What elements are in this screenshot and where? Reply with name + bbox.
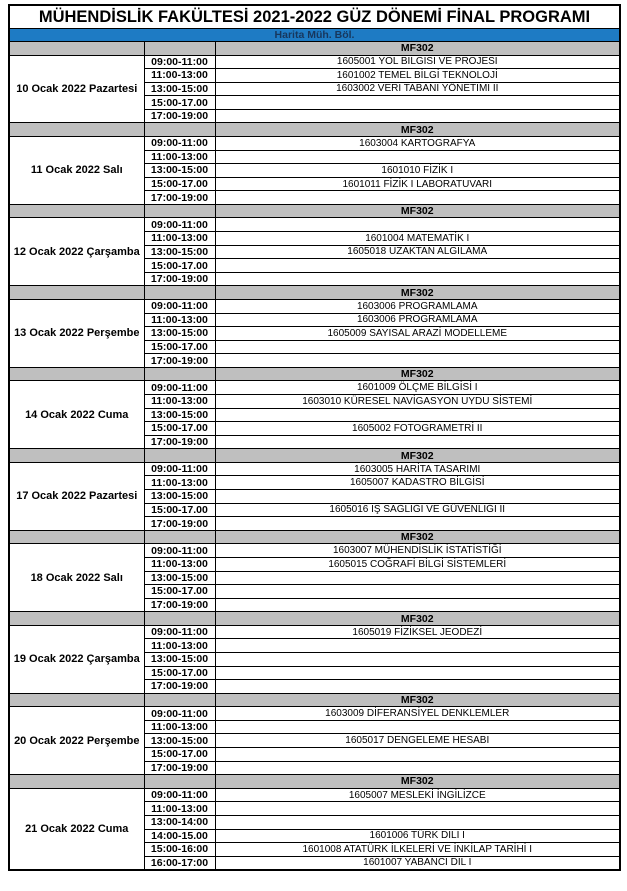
course-cell: 1605015 COĞRAFİ BİLGİ SİSTEMLERİ [215,557,620,571]
course-cell: 1603005 HARİTA TASARIMI [215,462,620,476]
date-cell: 14 Ocak 2022 Cuma [9,381,144,449]
course-cell: 1601011 FİZİK I LABORATUVARI [215,177,620,191]
time-cell: 16:00-17:00 [144,856,215,870]
time-cell: 13:00-15:00 [144,490,215,504]
room-label: MF302 [215,204,620,218]
date-cell: 12 Ocak 2022 Çarşamba [9,218,144,286]
department-row [9,29,620,42]
time-slot-row [9,218,620,232]
course-cell [215,150,620,164]
room-row-time-spacer-cell [144,367,215,381]
room-row-time-spacer-cell [144,775,215,789]
course-cell: 1601009 ÖLÇME BİLGİSİ I [215,381,620,395]
room-row-date-spacer-cell [9,449,144,463]
date-cell: 13 Ocak 2022 Perşembe [9,299,144,367]
time-cell: 09:00-11:00 [144,299,215,313]
time-cell: 11:00-13:00 [144,720,215,734]
time-cell: 11:00-13:00 [144,394,215,408]
time-cell: 15:00-16:00 [144,843,215,857]
course-cell [215,571,620,585]
course-cell: 1603006 PROGRAMLAMA [215,313,620,327]
time-cell: 11:00-13:00 [144,476,215,490]
time-cell: 14:00-15.00 [144,829,215,843]
course-cell: 1605007 KADASTRO BİLGİSİ [215,476,620,490]
course-cell: 1601002 TEMEL BİLGİ TEKNOLOJİ [215,69,620,83]
time-cell: 09:00-11:00 [144,544,215,558]
room-header-row [9,530,620,544]
time-cell: 15:00-17.00 [144,666,215,680]
time-cell: 11:00-13:00 [144,639,215,653]
course-cell [215,340,620,354]
time-cell: 13:00-15:00 [144,734,215,748]
time-cell: 09:00-11:00 [144,218,215,232]
time-cell: 17:00-19:00 [144,680,215,694]
date-cell: 17 Ocak 2022 Pazartesi [9,462,144,530]
room-header-row [9,123,620,137]
time-slot-row [9,544,620,558]
room-header-row [9,612,620,626]
time-cell: 17:00-19:00 [144,598,215,612]
room-label: MF302 [215,530,620,544]
time-cell: 17:00-19:00 [144,272,215,286]
course-cell: 1605019 FİZİKSEL JEODEZİ [215,625,620,639]
course-cell [215,639,620,653]
room-header-row [9,775,620,789]
time-cell: 09:00-11:00 [144,707,215,721]
course-cell: 1605007 MESLEKİ İNGİLİZCE [215,788,620,802]
time-cell: 09:00-11:00 [144,55,215,69]
room-row-date-spacer-cell [9,204,144,218]
time-cell: 11:00-13:00 [144,557,215,571]
room-label: MF302 [215,286,620,300]
course-cell: 1605001 YOL BİLGİSİ VE PROJESİ [215,55,620,69]
course-cell [215,517,620,531]
room-row-time-spacer-cell [144,693,215,707]
course-cell: 1601007 YABANCI DİL I [215,856,620,870]
date-cell: 10 Ocak 2022 Pazartesi [9,55,144,123]
course-cell: 1603007 MÜHENDİSLİK İSTATİSTİĞİ [215,544,620,558]
course-cell [215,802,620,816]
course-cell: 1603009 DİFERANSİYEL DENKLEMLER [215,707,620,721]
time-cell: 09:00-11:00 [144,625,215,639]
date-cell: 11 Ocak 2022 Salı [9,136,144,204]
course-cell: 1603002 VERİ TABANI YÖNETİMİ II [215,82,620,96]
date-cell: 20 Ocak 2022 Perşembe [9,707,144,775]
time-cell: 17:00-19:00 [144,109,215,123]
room-row-time-spacer-cell [144,286,215,300]
date-cell: 21 Ocak 2022 Cuma [9,788,144,870]
time-cell: 09:00-11:00 [144,462,215,476]
time-cell: 13:00-15:00 [144,327,215,341]
room-row-time-spacer-cell [144,449,215,463]
time-cell: 11:00-13:00 [144,69,215,83]
time-cell: 13:00-15:00 [144,652,215,666]
room-header-row [9,286,620,300]
time-cell: 17:00-19:00 [144,191,215,205]
course-cell [215,585,620,599]
room-row-date-spacer-cell [9,530,144,544]
room-label: MF302 [215,775,620,789]
course-cell [215,666,620,680]
date-cell: 18 Ocak 2022 Salı [9,544,144,612]
room-row-time-spacer-cell [144,612,215,626]
time-cell: 17:00-19:00 [144,435,215,449]
time-cell: 17:00-19:00 [144,354,215,368]
time-slot-row [9,462,620,476]
room-header-row [9,42,620,56]
course-cell [215,815,620,829]
time-slot-row [9,625,620,639]
time-slot-row [9,136,620,150]
time-cell: 13:00-15:00 [144,571,215,585]
course-cell: 1601006 TÜRK DİLİ I [215,829,620,843]
time-cell: 09:00-11:00 [144,788,215,802]
course-cell [215,435,620,449]
course-cell: 1601004 MATEMATİK I [215,232,620,246]
time-cell: 15:00-17.00 [144,503,215,517]
time-cell: 11:00-13:00 [144,313,215,327]
course-cell: 1605002 FOTOGRAMETRİ II [215,422,620,436]
room-row-date-spacer-cell [9,775,144,789]
course-cell: 1603004 KARTOGRAFYA [215,136,620,150]
date-cell: 19 Ocak 2022 Çarşamba [9,625,144,693]
room-label: MF302 [215,123,620,137]
time-slot-row [9,788,620,802]
time-cell: 09:00-11:00 [144,136,215,150]
time-cell: 17:00-19:00 [144,517,215,531]
course-cell [215,96,620,110]
room-label: MF302 [215,449,620,463]
time-cell: 13:00-15:00 [144,82,215,96]
time-cell: 15:00-17.00 [144,585,215,599]
course-cell [215,109,620,123]
course-cell [215,761,620,775]
room-row-time-spacer-cell [144,530,215,544]
course-cell: 1603006 PROGRAMLAMA [215,299,620,313]
time-slot-row [9,299,620,313]
room-row-time-spacer-cell [144,204,215,218]
course-cell [215,272,620,286]
room-label: MF302 [215,612,620,626]
room-header-row [9,367,620,381]
time-cell: 15:00-17.00 [144,340,215,354]
time-cell: 15:00-17.00 [144,96,215,110]
room-row-date-spacer-cell [9,42,144,56]
exam-schedule-table [8,4,621,871]
time-cell: 09:00-11:00 [144,381,215,395]
course-cell: 1605016 İŞ SAĞLIĞI VE GÜVENLİĞİ II [215,503,620,517]
room-row-date-spacer-cell [9,693,144,707]
time-cell: 15:00-17.00 [144,748,215,762]
course-cell [215,680,620,694]
course-cell [215,652,620,666]
room-header-row [9,693,620,707]
room-label: MF302 [215,42,620,56]
time-cell: 13:00-14:00 [144,815,215,829]
course-cell [215,218,620,232]
room-label: MF302 [215,367,620,381]
course-cell [215,490,620,504]
time-slot-row [9,55,620,69]
course-cell [215,354,620,368]
course-cell: 1605017 DENGELEME HESABI [215,734,620,748]
course-cell: 1601008 ATATÜRK İLKELERİ VE İNKİLAP TARİHİ I [215,843,620,857]
time-cell: 11:00-13:00 [144,232,215,246]
room-header-row [9,204,620,218]
time-cell: 13:00-15:00 [144,408,215,422]
time-cell: 11:00-13:00 [144,150,215,164]
department-banner: Harita Müh. Böl. [9,29,620,42]
room-row-date-spacer-cell [9,123,144,137]
time-cell: 15:00-17.00 [144,422,215,436]
title-row [9,5,620,29]
course-cell: 1603010 KÜRESEL NAVİGASYON UYDU SİSTEMİ [215,394,620,408]
time-cell: 15:00-17.00 [144,259,215,273]
course-cell [215,408,620,422]
time-slot-row [9,707,620,721]
room-row-time-spacer-cell [144,123,215,137]
course-cell [215,191,620,205]
course-cell [215,748,620,762]
course-cell: 1601010 FİZİK I [215,164,620,178]
room-header-row [9,449,620,463]
course-cell [215,598,620,612]
time-slot-row [9,381,620,395]
room-row-time-spacer-cell [144,42,215,56]
time-cell: 13:00-15:00 [144,245,215,259]
course-cell: 1605009 SAYISAL ARAZİ MODELLEME [215,327,620,341]
room-label: MF302 [215,693,620,707]
course-cell [215,259,620,273]
page-title: MÜHENDİSLİK FAKÜLTESİ 2021-2022 GÜZ DÖNEMİ FİNAL PROGRAMI [9,5,620,29]
course-cell [215,720,620,734]
room-row-date-spacer-cell [9,286,144,300]
room-row-date-spacer-cell [9,612,144,626]
time-cell: 17:00-19:00 [144,761,215,775]
time-cell: 15:00-17.00 [144,177,215,191]
course-cell: 1605018 UZAKTAN ALGILAMA [215,245,620,259]
time-cell: 13:00-15:00 [144,164,215,178]
time-cell: 11:00-13:00 [144,802,215,816]
room-row-date-spacer-cell [9,367,144,381]
